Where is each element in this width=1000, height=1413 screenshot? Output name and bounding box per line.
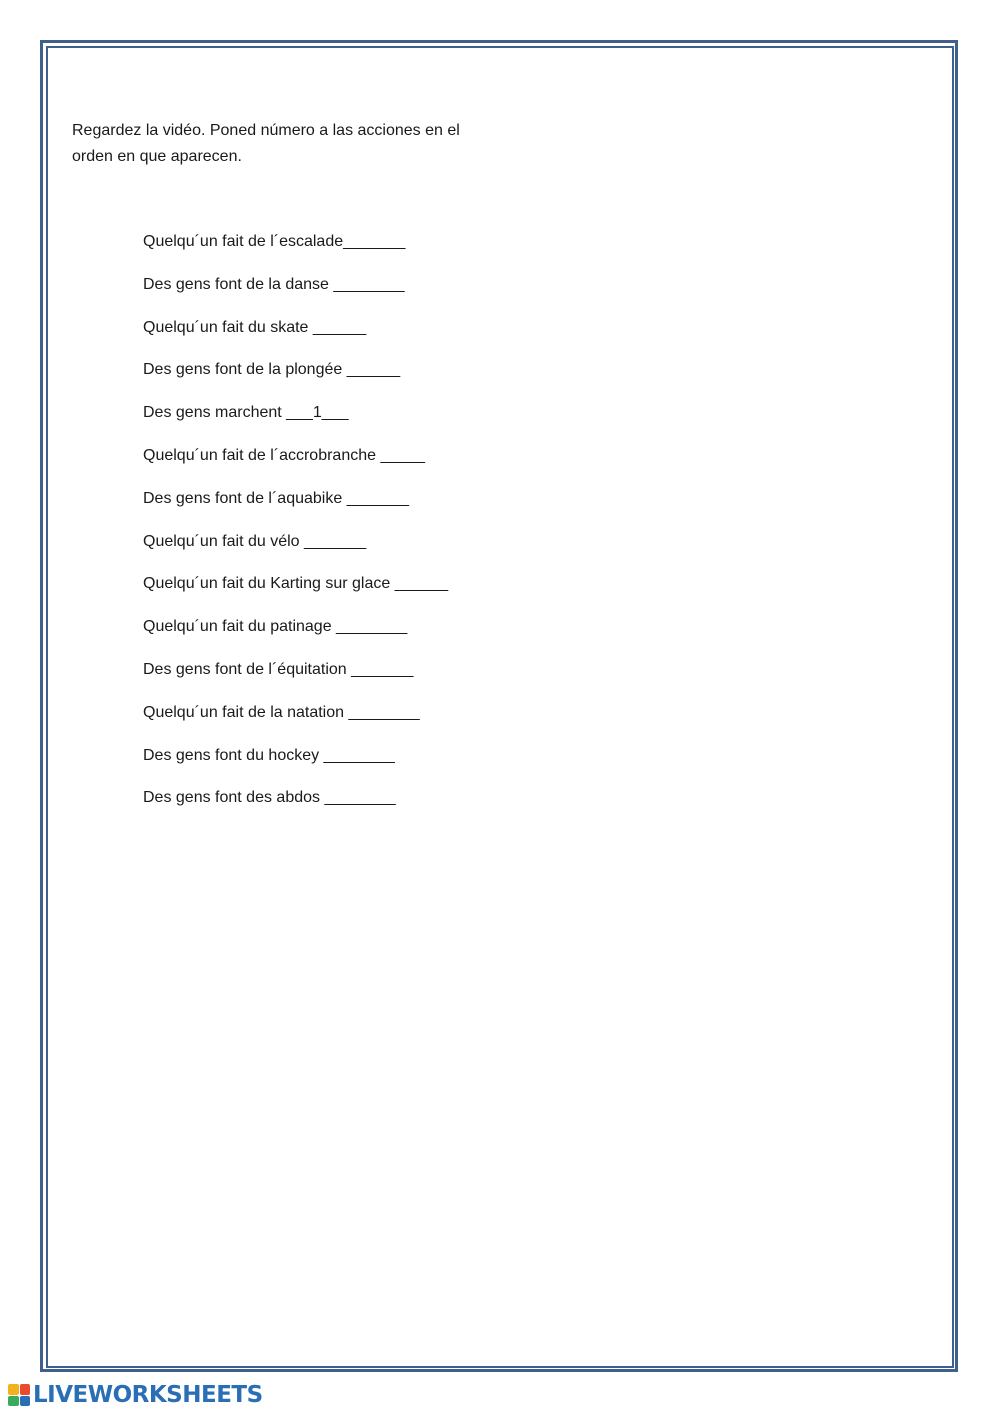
list-item: Quelqu´un fait de l´accrobranche _____ <box>143 446 425 464</box>
list-item: Quelqu´un fait du Karting sur glace ______ <box>143 575 449 593</box>
list-item: Quelqu´un fait du vélo _______ <box>143 532 367 550</box>
list-item: Des gens font du hockey ________ <box>143 746 395 764</box>
list-item: Des gens font de la plongée ______ <box>143 361 401 379</box>
list-item: Des gens marchent ___1___ <box>143 404 349 422</box>
list-item: Quelqu´un fait de l´escalade_______ <box>143 233 406 250</box>
logo-tile-icon <box>20 1396 31 1407</box>
list-item: Quelqu´un fait du patinage ________ <box>143 618 408 636</box>
logo-text: LIVEWORKSHEETS <box>33 1382 263 1408</box>
list-item: Des gens font des abdos ________ <box>143 789 396 807</box>
list-item: Quelqu´un fait de la natation ________ <box>143 703 420 721</box>
instruction-text: Regardez la vidéo. Poned número a las acciones en el orden en que aparecen. <box>72 122 460 165</box>
liveworksheets-logo-icon <box>8 1384 30 1406</box>
list-item: Des gens font de l´équitation _______ <box>143 660 414 678</box>
list-item: Des gens font de l´aquabike _______ <box>143 489 409 507</box>
logo-tile-icon <box>8 1384 19 1395</box>
liveworksheets-logo <box>8 1382 263 1408</box>
logo-tile-icon <box>8 1396 19 1407</box>
list-item: Quelqu´un fait du skate ______ <box>143 318 367 336</box>
logo-tile-icon <box>20 1384 31 1395</box>
activity-list <box>143 229 448 828</box>
list-item: Des gens font de la danse ________ <box>143 275 405 293</box>
